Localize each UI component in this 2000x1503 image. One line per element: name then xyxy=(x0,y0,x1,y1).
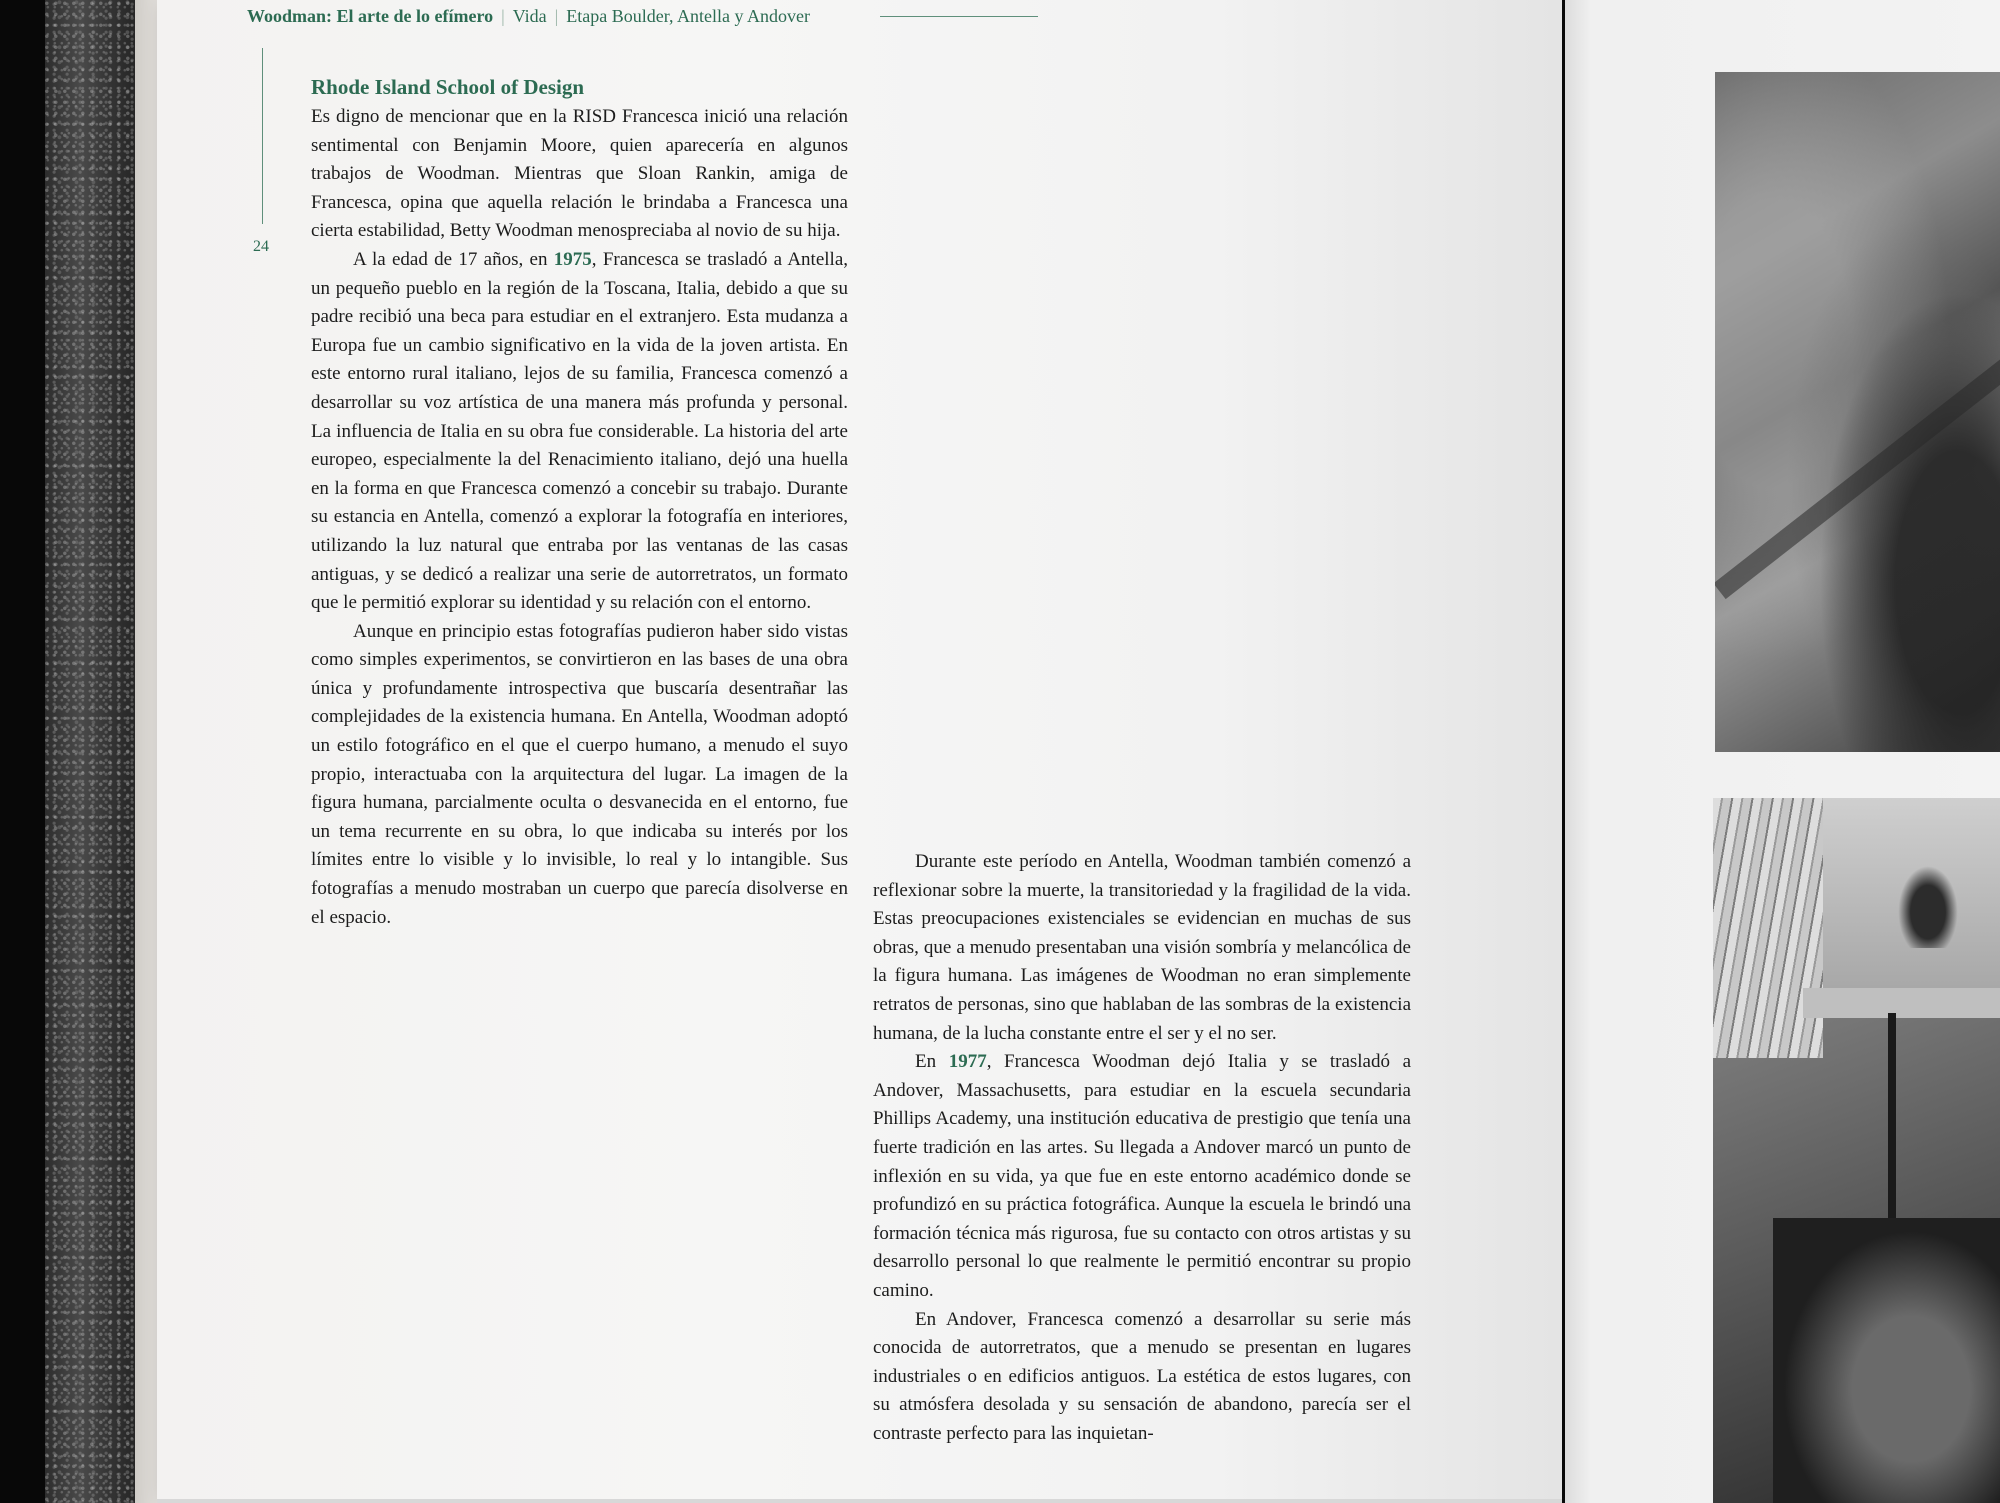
paragraph: Aunque en principio estas fotografías pudieron haber sido vistas como simples experimentos, se convirtieron en las bases de una obra única y profundamente introspectiva que buscaría desentrañar las complejidades de la existencia humana. En Antella, Woodman adoptó un estilo fotográfico en el que el cuerpo humano, a menudo el suyo propio, interactuaba con la arquitectura del lugar. La imagen de la figura humana, parcialmente oculta o desvanecida en el entorno, fue un tema recurrente en su obra, lo que indicaba su interés por los límites entre lo visible y lo invisible, lo real y lo intangible. Sus fotografías a menudo mostraban un cuerpo que parecía disolverse en el espacio. xyxy=(311,620,848,928)
photo-fur-fabric xyxy=(1715,72,2000,752)
header-separator: | xyxy=(501,6,505,26)
paragraph: Es digno de mencionar que en la RISD Francesca inició una relación sentimental con Benjamin Moore, quien aparecería en algunos trabajos de Woodman. Mientras que Sloan Rankin, amiga de Francesca, opina que aquella relación le brindaba a Francesca una cierta estabilidad, Betty Woodman menospreciaba al novio de su hija. xyxy=(311,106,848,242)
header-chapter: Etapa Boulder, Antella y Andover xyxy=(566,6,811,26)
page-bottom-edge xyxy=(157,1499,1562,1503)
year-highlight: 1975 xyxy=(553,248,592,270)
photo-plant xyxy=(1893,858,1963,948)
header-separator: | xyxy=(554,6,559,26)
page-number: 24 xyxy=(253,238,269,255)
photo-figure xyxy=(1773,1218,2000,1503)
paragraph-text: , Francesca Woodman dejó Italia y se trasladó a Andover, Massachusetts, para estudiar en la escuela secundaria Phillips Academy, una institución educativa de prestigio que tenía una fuerte tradición en las artes. Su llegada a Andover marcó un punto de inflexión en su vida, ya que fue en este entorno académico donde se profundizó en su práctica fotográfica. Aunque la escuela le brindó una formación técnica más rigurosa, fue su contacto con otros artistas y su desarrollo personal lo que realmente le permitió encontrar su propio camino. xyxy=(873,1051,1412,1301)
header-rule xyxy=(880,16,1038,17)
paragraph: En Andover, Francesca comenzó a desarrollar su serie más conocida de autorretratos, que a menudo se presentan en lugares industriales o en edificios antiguos. La estética de estos lugares, con su atmósfera desolada y su sensación de abandono, parecía ser el contraste perfecto para las inquietan- xyxy=(873,1308,1411,1444)
photo-interior-window xyxy=(1713,798,2000,1503)
running-header xyxy=(247,6,810,27)
text-column-right xyxy=(873,848,1411,1448)
text-column-left xyxy=(311,103,848,932)
header-section: Vida xyxy=(512,6,547,26)
photo-books xyxy=(1713,798,1823,1058)
paragraph: Durante este período en Antella, Woodman también comenzó a reflexionar sobre la muerte, la transitoriedad y la fragilidad de la vida. Estas preocupaciones existenciales se evidencian en muchas de sus obras, que a menudo presentaban una visión sombría y melancólica de la figura humana. Las imágenes de Woodman no eran simplemente retratos de personas, sino que hablaban de las sombras de la existencia humana, de la lucha constante entre el ser y el no ser. xyxy=(873,851,1411,1044)
paragraph-text: En xyxy=(915,1051,949,1073)
paragraph xyxy=(311,246,848,618)
paragraph-text: A la edad de 17 años, en xyxy=(353,248,554,270)
paragraph xyxy=(873,1048,1411,1305)
margin-rule xyxy=(262,48,263,224)
photo-windowsill xyxy=(1803,988,2000,1018)
photo-fold xyxy=(1715,325,2000,599)
book-cover-edge xyxy=(45,0,135,1503)
page-gutter xyxy=(135,0,157,1503)
year-highlight: 1977 xyxy=(948,1051,987,1073)
header-book-title: Woodman: El arte de lo efímero xyxy=(247,6,494,26)
section-heading: Rhode Island School of Design xyxy=(311,75,585,99)
book-edge xyxy=(0,0,45,1503)
paragraph-text: , Francesca se trasladó a Antella, un pequeño pueblo en la región de la Toscana, Italia, debido a que su padre recibió una beca para estudiar en el extranjero. Esta mudanza a Europa fue un cambio significativo en la vida de la joven artista. En este entorno rural italiano, lejos de su familia, Francesca comenzó a desarrollar su voz artística de una manera más profunda y personal. La influencia de Italia en su obra fue considerable. La historia del arte europeo, especialmente la del Renacimiento italiano, dejó una huella en la forma en que Francesca comenzó a concebir su trabajo. Durante su estancia en Antella, comenzó a explorar la fotografía en interiores, utilizando la luz natural que entraba por las ventanas de las casas antiguas, y se dedicó a realizar una serie de autorretratos, un formato que le permitió explorar su identidad y su relación con el entorno. xyxy=(311,248,848,614)
